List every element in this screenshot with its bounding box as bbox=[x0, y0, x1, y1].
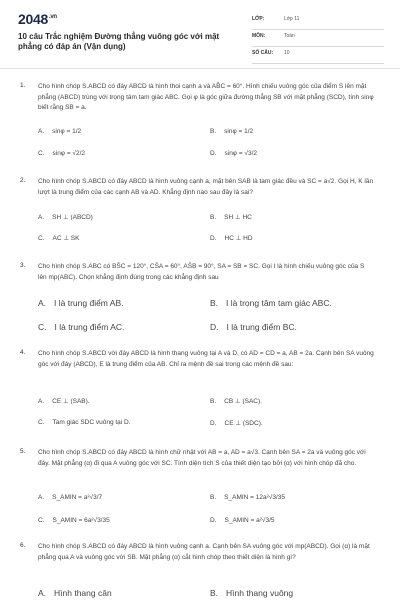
question-number: 5. bbox=[20, 448, 26, 455]
option-b[interactable] bbox=[210, 494, 285, 501]
option-label: A. bbox=[38, 398, 45, 405]
option-label: A. bbox=[38, 298, 47, 308]
option-label: D. bbox=[210, 150, 217, 157]
meta-table bbox=[252, 13, 384, 64]
option-text: S_AMIN = a²√3/7 bbox=[52, 494, 103, 501]
option-d[interactable] bbox=[210, 419, 263, 427]
meta-row-subject bbox=[252, 30, 384, 47]
question-stem: Cho hình chóp S.ABC có BŜC = 120°, CŜA = 60°, AŜB = 90°, SA = SB = SC. Gọi I là hình chiếu vuông góc của S lên mp(ABC). Chọn khẳng định đúng trong các khẳng định sau bbox=[38, 263, 365, 281]
option-label: A. bbox=[38, 588, 47, 598]
option-label: B. bbox=[210, 398, 217, 405]
option-text: I là trung điểm AC. bbox=[54, 322, 125, 332]
option-b[interactable] bbox=[210, 397, 262, 405]
question-number: 3. bbox=[20, 262, 26, 269]
option-text: S_AMIN = a²√3/5 bbox=[224, 517, 275, 524]
option-d[interactable] bbox=[210, 150, 257, 157]
option-label: D. bbox=[210, 235, 217, 242]
option-a[interactable] bbox=[38, 213, 93, 221]
option-text: sinφ = 1/2 bbox=[224, 128, 254, 135]
option-d[interactable] bbox=[210, 517, 275, 524]
option-a[interactable] bbox=[38, 298, 123, 308]
option-label: B. bbox=[210, 494, 217, 501]
option-a[interactable] bbox=[38, 128, 81, 135]
logo-suffix: .vn bbox=[48, 14, 57, 21]
option-label: A. bbox=[38, 128, 45, 135]
option-text: SH ⊥ (ABCD) bbox=[52, 214, 93, 221]
option-label: B. bbox=[210, 298, 219, 308]
meta-row-class bbox=[252, 13, 384, 30]
question-stem: Cho hình chóp S.ABCD có đáy ABCD là hình thoi cạnh a và AB̂C = 60°. Hình chiếu vuông góc của điểm S lên mặt phẳng (ABCD) trùng với trọng tâm tam giác ABC. Gọi φ là góc giữa đường thẳng SB với mặt phẳng (SCD), tính sinφ biết rằng SB = a. bbox=[38, 83, 374, 111]
option-c[interactable] bbox=[38, 322, 124, 332]
document-title: 10 câu Trắc nghiệm Đường thẳng vuông góc với mặt phẳng có đáp án (Vận dụng) bbox=[18, 32, 220, 51]
meta-value: Lớp 11 bbox=[284, 16, 300, 22]
option-a[interactable] bbox=[38, 397, 90, 405]
option-label: C. bbox=[38, 150, 45, 157]
option-text: SH ⊥ HC bbox=[224, 214, 252, 221]
option-d[interactable] bbox=[210, 234, 253, 242]
meta-key: MÔN: bbox=[252, 33, 266, 39]
question-stem: Cho hình chóp S.ABCD với đáy ABCD là hình thang vuông tại A và D, có AD = CD = a, AB = 2a. Cạnh bên SA vuông góc với đáy (ABCD), E là trung điểm của AB. Chỉ ra mệnh đề sai trong các mệnh đề sau: bbox=[38, 350, 374, 368]
option-label: B. bbox=[210, 588, 219, 598]
option-b[interactable] bbox=[210, 213, 252, 221]
question-number: 4. bbox=[20, 349, 26, 356]
option-label: C. bbox=[38, 419, 45, 426]
option-text: Hình thang vuông bbox=[226, 588, 294, 598]
option-b[interactable] bbox=[210, 588, 293, 598]
option-label: C. bbox=[38, 517, 45, 524]
option-label: A. bbox=[38, 494, 45, 501]
option-text: CE ⊥ (SAB). bbox=[52, 398, 90, 405]
option-text: sinφ = 1/2 bbox=[52, 128, 82, 135]
option-text: CB ⊥ (SAC). bbox=[224, 398, 262, 405]
option-label: A. bbox=[38, 214, 45, 221]
header-divider bbox=[0, 68, 400, 69]
option-c[interactable] bbox=[38, 234, 79, 242]
option-b[interactable] bbox=[210, 128, 253, 135]
option-label: D. bbox=[210, 420, 217, 427]
option-text: HC ⊥ HD bbox=[224, 235, 253, 242]
question-number: 6. bbox=[20, 542, 26, 549]
option-label: D. bbox=[210, 517, 217, 524]
option-a[interactable] bbox=[38, 494, 102, 501]
option-text: I là trọng tâm tam giác ABC. bbox=[226, 298, 332, 308]
option-label: C. bbox=[38, 322, 47, 332]
option-c[interactable] bbox=[38, 517, 110, 524]
question-number: 2. bbox=[20, 177, 26, 184]
option-text: sinφ = √3/2 bbox=[224, 150, 258, 157]
option-text: I là trung điểm BC. bbox=[226, 322, 297, 332]
option-text: CE ⊥ (SDC). bbox=[224, 420, 263, 427]
option-c[interactable] bbox=[38, 419, 131, 426]
option-b[interactable] bbox=[210, 298, 332, 308]
option-label: D. bbox=[210, 322, 219, 332]
meta-value: Toán bbox=[284, 33, 295, 39]
question-stem: Cho hình chóp S.ABCD có đáy ABCD là hình chữ nhật với AB = a, AD = a√3. Cạnh bên SA = 2a và vuông góc với đáy. Mặt phẳng (α) đi qua A vuông góc với SC. Tính diện tích S của thiết diện tạo bởi (α) với hình chóp đã cho. bbox=[38, 449, 366, 467]
site-logo[interactable] bbox=[18, 11, 57, 27]
question-number: 1. bbox=[20, 82, 26, 89]
document-header bbox=[0, 0, 400, 68]
option-text: I là trung điểm AB. bbox=[54, 298, 124, 308]
option-c[interactable] bbox=[38, 150, 85, 157]
option-text: S_AMIN = 6a²√3/35 bbox=[52, 517, 110, 524]
meta-key: SỐ CÂU: bbox=[252, 50, 274, 56]
meta-key: LỚP: bbox=[252, 16, 265, 22]
option-text: Tam giác SDC vuông tại D. bbox=[52, 419, 131, 426]
option-a[interactable] bbox=[38, 588, 112, 598]
question-stem: Cho hình chóp S.ABCD có đáy ABCD là hình vuông cạnh a. Cạnh bên SA vuông góc với mp(ABCD). Gọi (α) là mặt phẳng qua A và vuông góc với SB. Mặt phẳng (α) cắt hình chóp theo thiết diện là hình gì? bbox=[38, 543, 370, 561]
option-text: AC ⊥ SK bbox=[52, 235, 80, 242]
option-text: S_AMIN = 12a²√3/35 bbox=[224, 494, 285, 501]
option-label: C. bbox=[38, 235, 45, 242]
question-stem: Cho hình chóp S.ABCD có đáy ABCD là hình vuông cạnh a, mặt bên SAB là tam giác đều và SC = a√2. Gọi H, K lần lượt là trung điểm của các cạnh AB và AD. Khẳng định nào sau đây là sai? bbox=[38, 178, 374, 196]
option-label: B. bbox=[210, 128, 217, 135]
logo-text: 2048 bbox=[18, 11, 48, 27]
option-d[interactable] bbox=[210, 322, 297, 332]
meta-value: 10 bbox=[284, 50, 290, 56]
option-text: sinφ = √2/2 bbox=[52, 150, 86, 157]
option-text: Hình thang cân bbox=[54, 588, 112, 598]
meta-row-count bbox=[252, 47, 384, 64]
option-label: B. bbox=[210, 214, 217, 221]
